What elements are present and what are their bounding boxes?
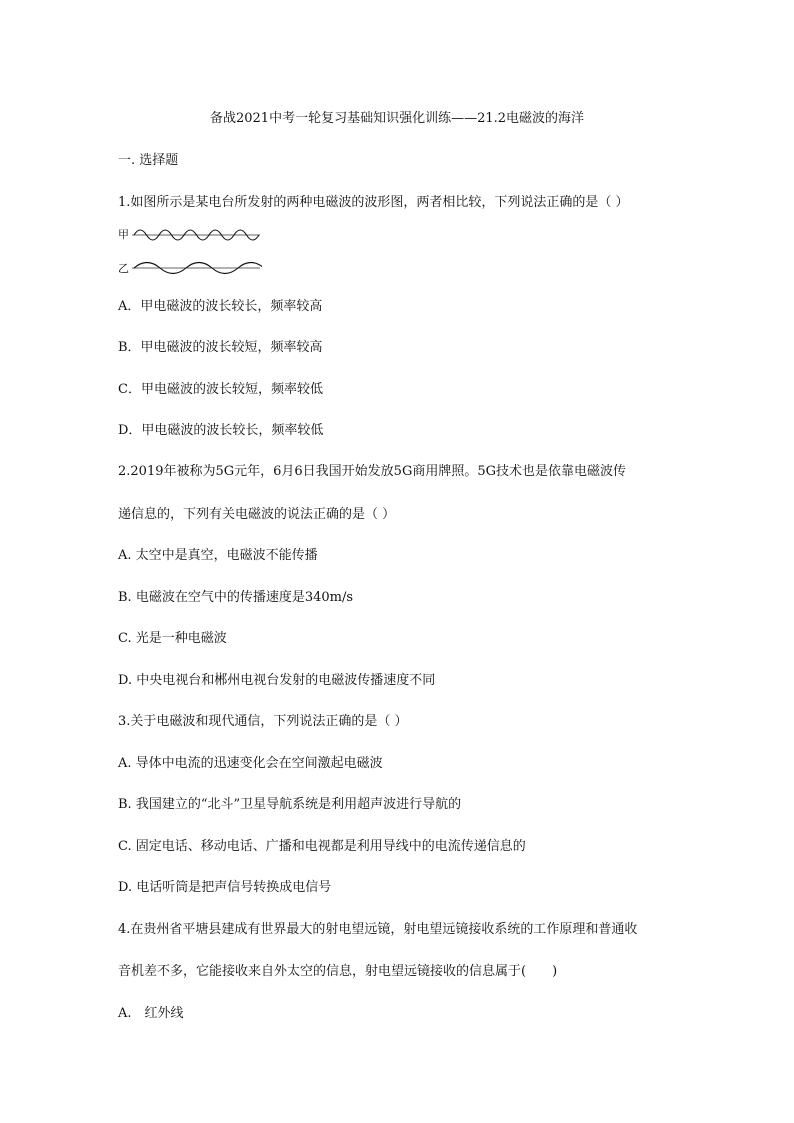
question-2-stem-line1: 2.2019年被称为5G元年，6月6日我国开始发放5G商用牌照。5G技术也是依靠电磁波传	[118, 464, 626, 479]
q1-option-a: A．甲电磁波的波长较长，频率较高	[118, 299, 323, 314]
question-4-stem-line2: 音机差不多，它能接收来自外太空的信息，射电望远镜接收的信息属于( )	[118, 964, 558, 979]
question-4-stem-line1: 4.在贵州省平塘县建成有世界最大的射电望远镜，射电望远镜接收系统的工作原理和普通收	[118, 922, 638, 937]
q3-option-b: B. 我国建立的“北斗”卫星导航系统是利用超声波进行导航的	[118, 797, 462, 812]
wave-label-jia: 甲	[118, 228, 129, 241]
q4-option-a: A. 红外线	[118, 1006, 184, 1021]
q1-option-b: B．甲电磁波的波长较短，频率较高	[118, 340, 323, 355]
q1-option-c: C．甲电磁波的波长较短，频率较低	[118, 382, 323, 397]
q2-option-d: D. 中央电视台和郴州电视台发射的电磁波传播速度不同	[118, 673, 436, 688]
question-1-stem: 1.如图所示是某电台所发射的两种电磁波的波形图，两者相比较，下列说法正确的是（ ）	[118, 195, 629, 210]
q3-option-c: C. 固定电话、移动电话、广播和电视都是利用导线中的电流传递信息的	[118, 839, 526, 854]
q3-option-d: D. 电话听筒是把声信号转换成电信号	[118, 880, 332, 895]
question-2-stem-line2: 递信息的，下列有关电磁波的说法正确的是（ ）	[118, 507, 396, 522]
q2-option-c: C. 光是一种电磁波	[118, 631, 227, 646]
section-heading: 一. 选择题	[118, 153, 179, 168]
q3-option-a: A. 导体中电流的迅速变化会在空间激起电磁波	[118, 756, 383, 771]
wave-label-yi: 乙	[118, 262, 129, 275]
q2-option-b: B. 电磁波在空气中的传播速度是340m/s	[118, 590, 354, 605]
page-title: 备战2021中考一轮复习基础知识强化训练——21.2电磁波的海洋	[209, 111, 585, 126]
q1-option-d: D．甲电磁波的波长较长，频率较低	[118, 423, 324, 438]
question-3-stem: 3.关于电磁波和现代通信，下列说法正确的是（ ）	[118, 714, 408, 729]
wave-yi-diagram	[132, 256, 262, 280]
q2-option-a: A. 太空中是真空，电磁波不能传播	[118, 548, 318, 563]
wave-jia-diagram	[132, 224, 262, 246]
